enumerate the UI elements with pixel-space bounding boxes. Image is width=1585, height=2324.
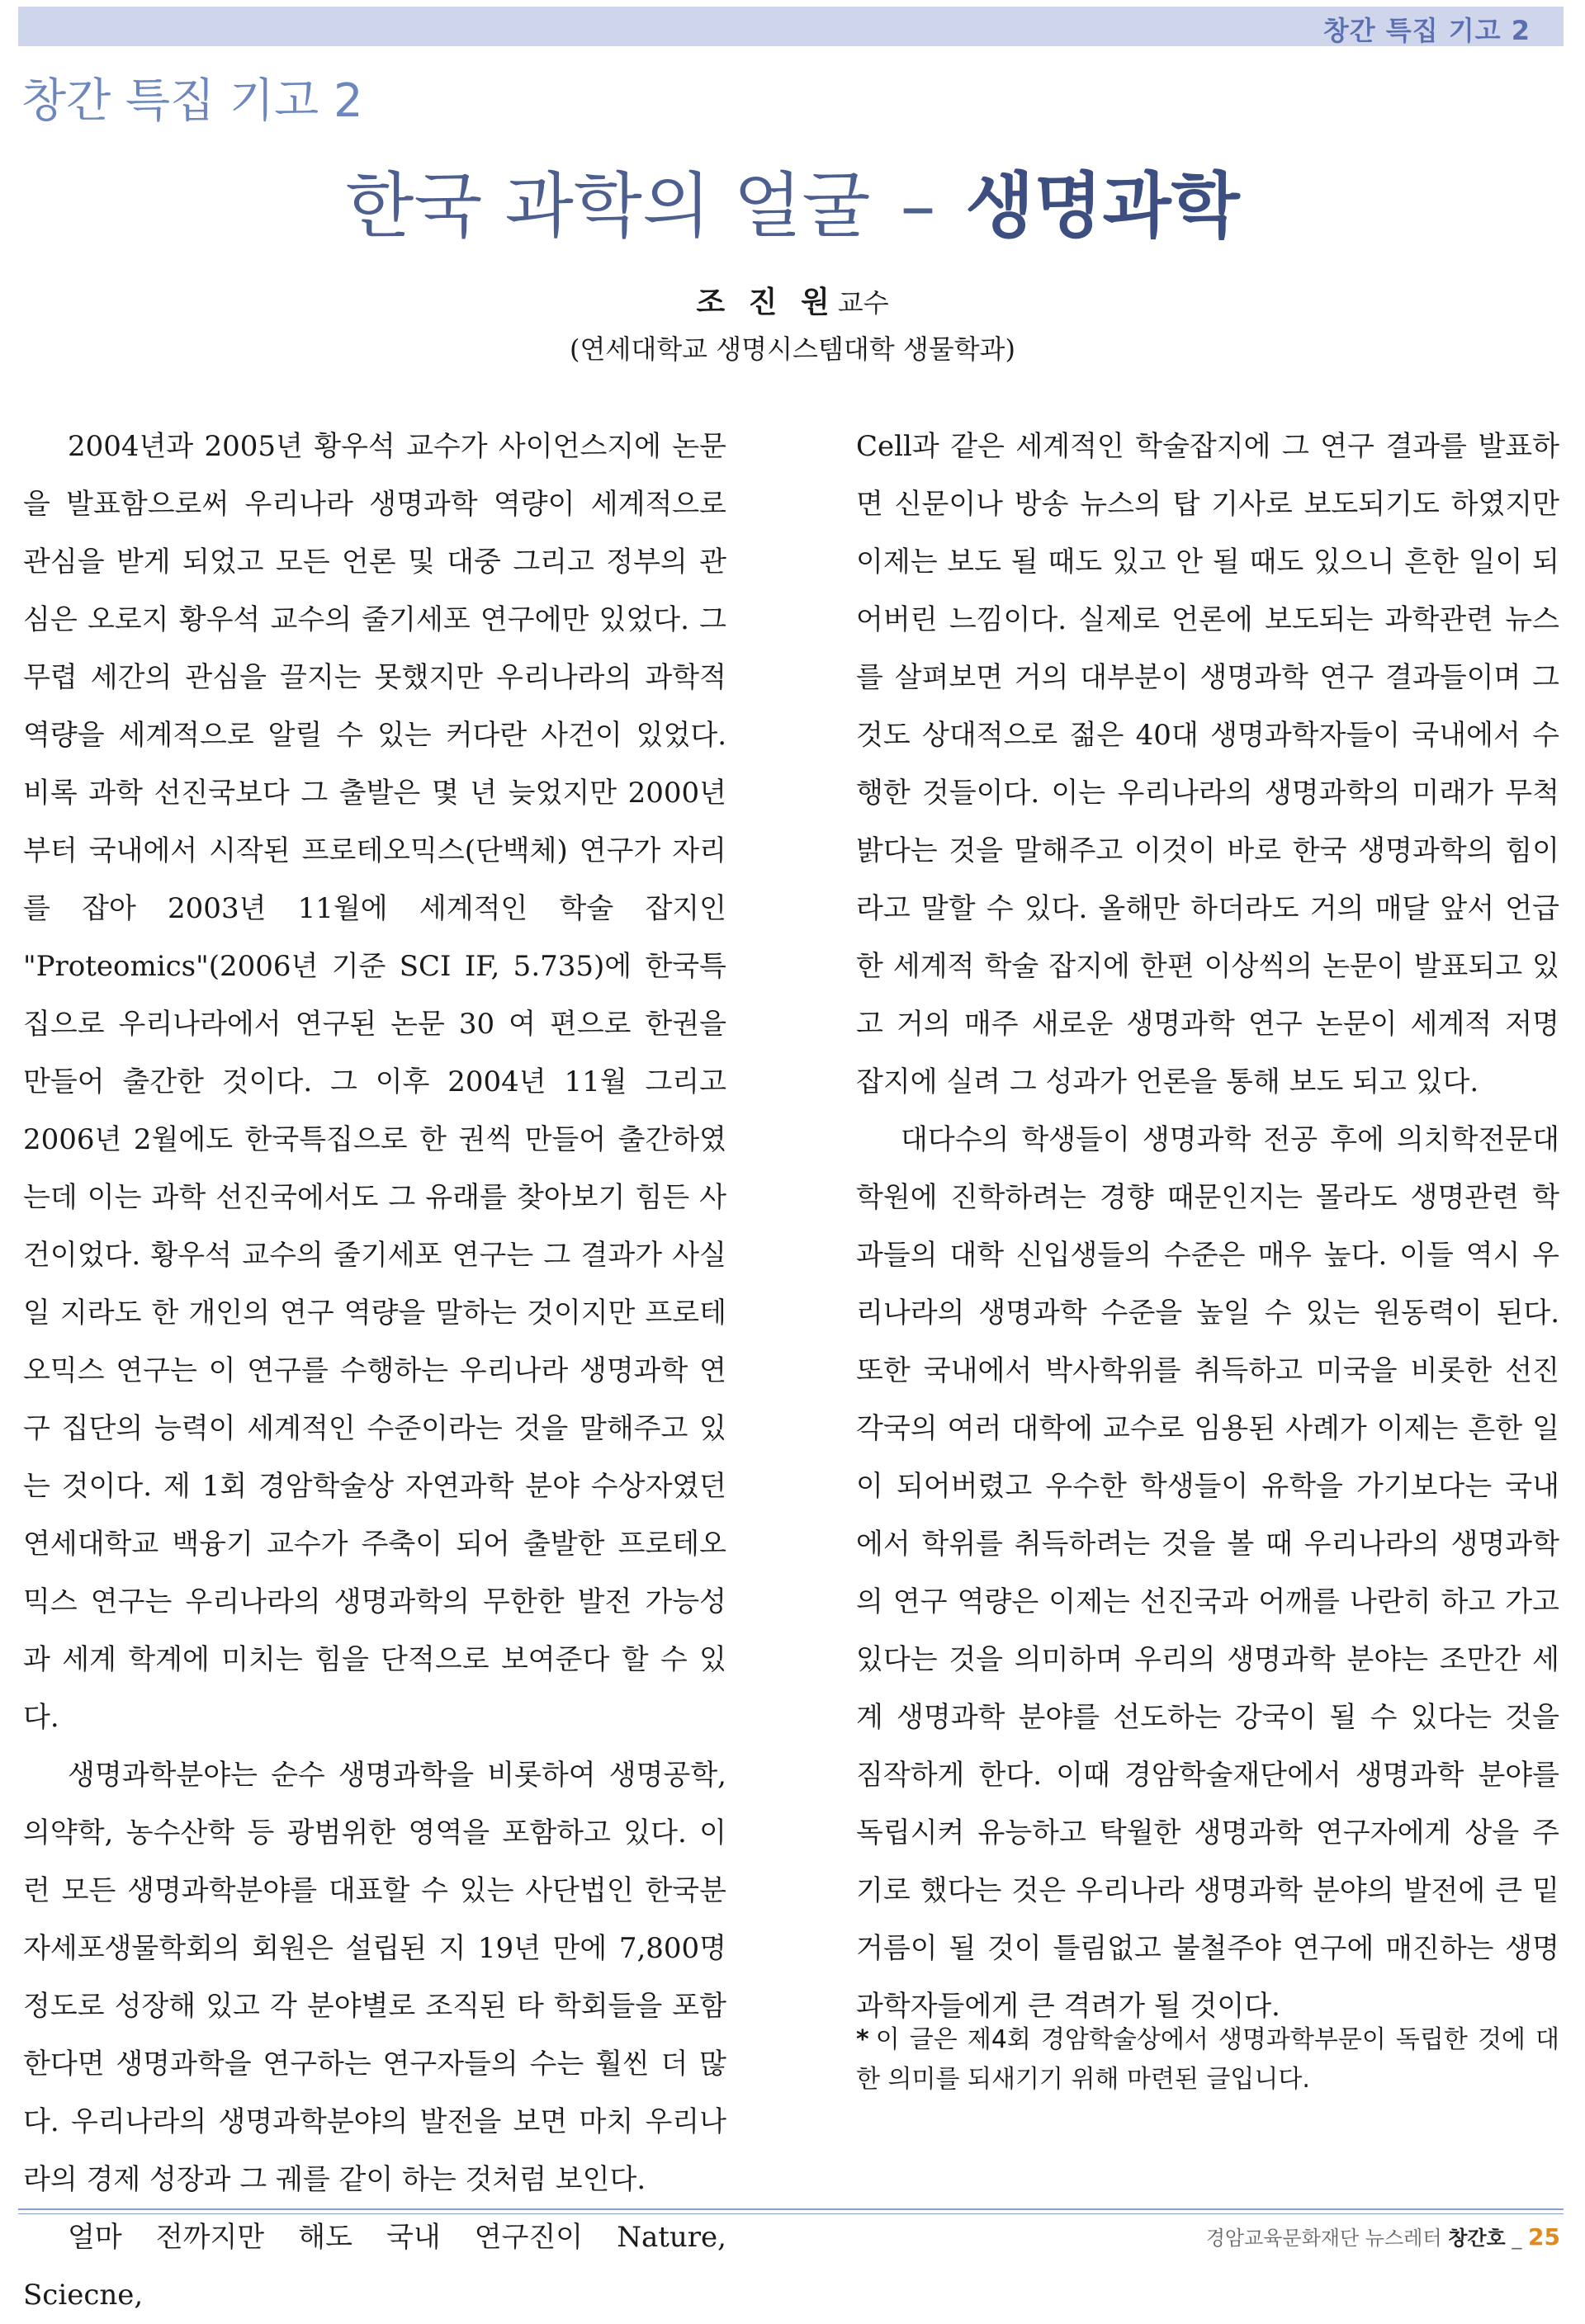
page-number: 25 — [1528, 2223, 1560, 2251]
footer-separator: _ — [1512, 2227, 1522, 2250]
footer-publication: 경암교육문화재단 뉴스레터 — [1205, 2227, 1442, 2250]
author-byline — [0, 279, 1585, 321]
title-dash: – — [900, 165, 936, 248]
footer-divider-thin — [18, 2213, 1564, 2214]
footnote-text: 이 글은 제4회 경암학술상에서 생명과학부문이 독립한 것에 대한 의미를 되새기기 위해 마련된 글입니다. — [856, 2025, 1559, 2094]
title-emphasis: 생명과학 — [965, 165, 1240, 248]
header-band — [18, 7, 1564, 46]
paragraph: 생명과학분야는 순수 생명과학을 비롯하여 생명공학, 의약학, 농수산학 등 광범위한 영역을 포함하고 있다. 이런 모든 생명과학분야를 대표할 수 있는 사단법인 한국분자세포생물학회의 회원은 설립된 지 19년 만에 7,800명 정도로 성장해 있고 각 분야별로 조직된 타 학회들을 포함한다면 생명과학을 연구하는 연구자들의 수는 훨씬 더 많다. 우리나라의 생명과학분야의 발전을 보면 마치 우리나라의 경제 성장과 그 궤를 같이 하는 것처럼 보인다. — [23, 1759, 726, 2196]
body-column-left — [23, 418, 726, 2324]
author-title: 교수 — [837, 287, 889, 319]
page-footer — [1206, 2222, 1560, 2251]
paragraph: 2004년과 2005년 황우석 교수가 사이언스지에 논문을 발표함으로써 우리나라 생명과학 역량이 세계적으로 관심을 받게 되었고 모든 언론 및 대중 그리고 정부의 관심은 오로지 황우석 교수의 줄기세포 연구에만 있었다. 그 무렵 세간의 관심을 끌지는 못했지만 우리나라의 과학적 역량을 세계적으로 알릴 수 있는 커다란 사건이 있었다. 비록 과학 선진국보다 그 출발은 몇 년 늦었지만 2000년부터 국내에서 시작된 프로테오믹스(단백체) 연구가 자리를 잡아 2003년 11월에 세계적인 학술 잡지인 "Proteomics"(2006년 기준 SCI IF, 5.735)에 한국특집으로 우리나라에서 연구된 논문 30 여 편으로 한권을 만들어 출간한 것이다. 그 이후 2004년 11월 그리고 2006년 2월에도 한국특집으로 한 권씩 만들어 출간하였는데 이는 과학 선진국에서도 그 유래를 찾아보기 힘든 사건이었다. 황우석 교수의 줄기세포 연구는 그 결과가 사실일 지라도 한 개인의 연구 역량을 말하는 것이지만 프로테오믹스 연구는 이 연구를 수행하는 우리나라 생명과학 연구 집단의 능력이 세계적인 수준이라는 것을 말해주고 있는 것이다. 제 1회 경암학술상 자연과학 분야 수상자였던 연세대학교 백융기 교수가 주축이 되어 출발한 프로테오믹스 연구는 우리나라의 생명과학의 무한한 발전 가능성과 세계 학계에 미치는 힘을 단적으로 보여준다 할 수 있다. — [23, 430, 726, 1734]
footnote-mark: * — [856, 2025, 869, 2054]
header-section-label: 창간 특집 기고 2 — [1322, 15, 1531, 46]
author-name: 조 진 원 — [696, 285, 836, 319]
section-label: 창간 특집 기고 2 — [21, 74, 363, 128]
title-prefix: 한국 과학의 얼굴 — [345, 165, 871, 248]
footer-divider — [18, 2208, 1564, 2210]
footer-issue: 창간호 — [1448, 2227, 1506, 2250]
footnote — [856, 2020, 1559, 2100]
paragraph: Cell과 같은 세계적인 학술잡지에 그 연구 결과를 발표하면 신문이나 방송 뉴스의 탑 기사로 보도되기도 하였지만 이제는 보도 될 때도 있고 안 될 때도 있으니 흔한 일이 되어버린 느낌이다. 실제로 언론에 보도되는 과학관련 뉴스를 살펴보면 거의 대부분이 생명과학 연구 결과들이며 그것도 상대적으로 젊은 40대 생명과학자들이 국내에서 수행한 것들이다. 이는 우리나라의 생명과학의 미래가 무척 밝다는 것을 말해주고 이것이 바로 한국 생명과학의 힘이라고 말할 수 있다. 올해만 하더라도 거의 매달 앞서 언급한 세계적 학술 잡지에 한편 이상씩의 논문이 발표되고 있고 거의 매주 새로운 생명과학 연구 논문이 세계적 저명 잡지에 실려 그 성과가 언론을 통해 보도 되고 있다. — [856, 430, 1559, 1098]
paragraph: 대다수의 학생들이 생명과학 전공 후에 의치학전문대학원에 진학하려는 경향 때문인지는 몰라도 생명관련 학과들의 대학 신입생들의 수준은 매우 높다. 이들 역시 우리나라의 생명과학 수준을 높일 수 있는 원동력이 된다. 또한 국내에서 박사학위를 취득하고 미국을 비롯한 선진 각국의 여러 대학에 교수로 임용된 사례가 이제는 흔한 일이 되어버렸고 우수한 학생들이 유학을 가기보다는 국내에서 학위를 취득하려는 것을 볼 때 우리나라의 생명과학의 연구 역량은 이제는 선진국과 어깨를 나란히 하고 가고 있다는 것을 의미하며 우리의 생명과학 분야는 조만간 세계 생명과학 분야를 선도하는 강국이 될 수 있다는 것을 짐작하게 한다. 이때 경암학술재단에서 생명과학 분야를 독립시켜 유능하고 탁월한 생명과학 연구자에게 상을 주기로 했다는 것은 우리나라 생명과학 분야의 발전에 큰 밑거름이 될 것이 틀림없고 불철주야 연구에 매진하는 생명과학자들에게 큰 격려가 될 것이다. — [856, 1123, 1559, 2023]
author-affiliation: (연세대학교 생명시스템대학 생물학과) — [570, 333, 1015, 365]
body-column-right — [856, 418, 1559, 2035]
article-title — [0, 149, 1585, 251]
paragraph: 얼마 전까지만 해도 국내 연구진이 Nature, Sciecne, — [23, 2221, 726, 2312]
